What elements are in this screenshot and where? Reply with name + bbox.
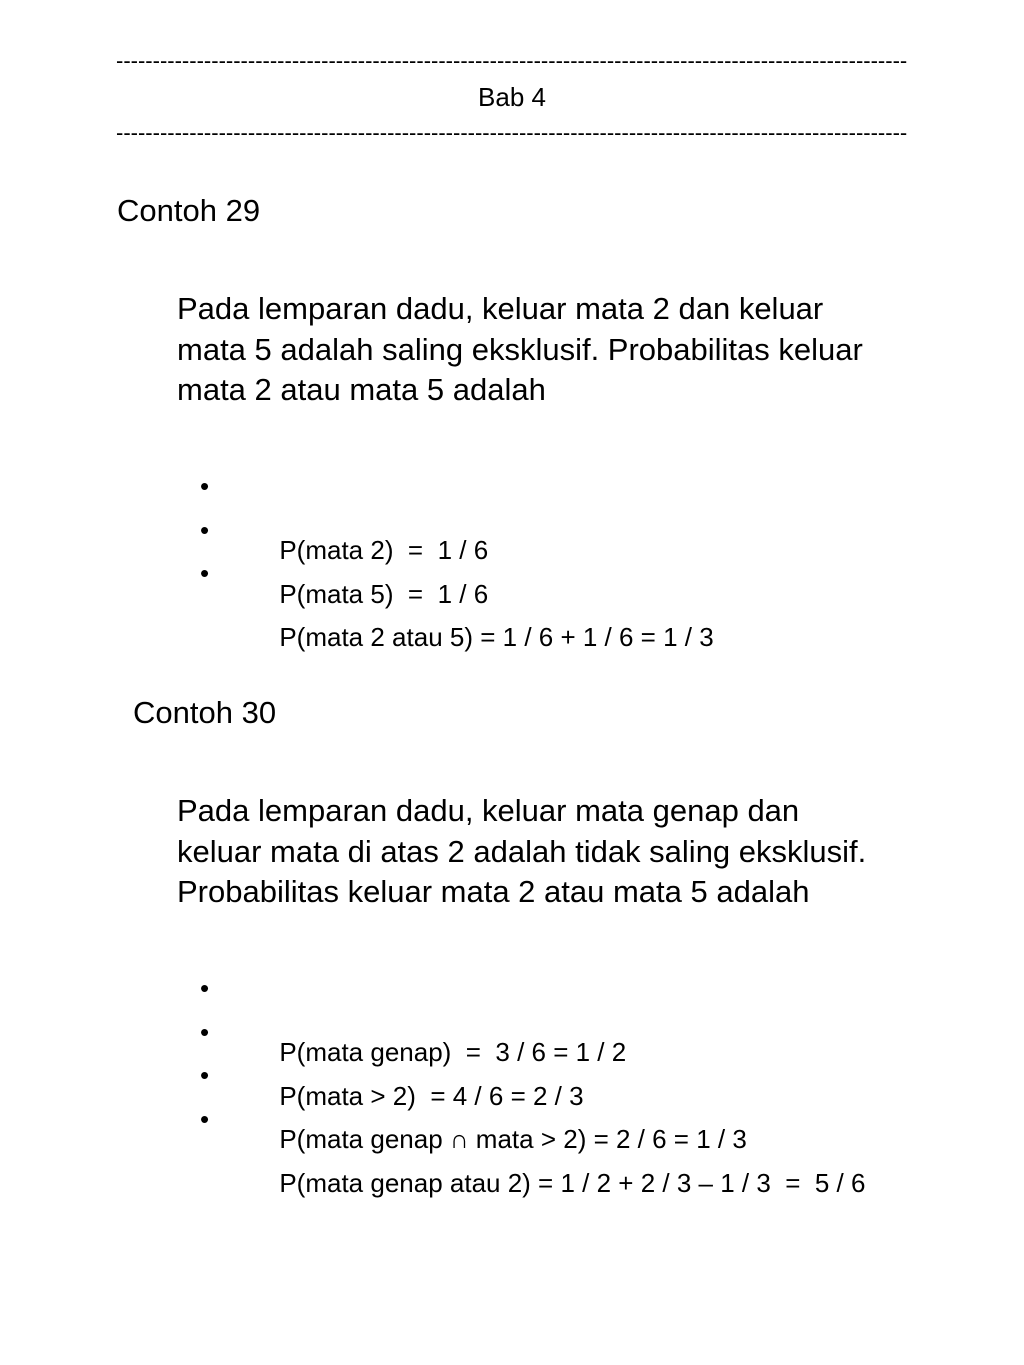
list-item-text: P(mata genap ∩ mata > 2) = 2 / 6 = 1 / 3 bbox=[279, 1124, 747, 1155]
example-paragraph bbox=[177, 289, 967, 411]
bullet-icon: • bbox=[200, 471, 210, 501]
header-rule-top: ------------------------------------------------------------------------------------------------------------ bbox=[116, 48, 908, 73]
paragraph-line: Probabilitas keluar mata 2 atau mata 5 adalah bbox=[177, 874, 810, 909]
bullet-icon: • bbox=[200, 1060, 210, 1091]
probability-list bbox=[200, 470, 1000, 653]
bullet-icon: • bbox=[200, 1104, 210, 1135]
example-title: Contoh 30 bbox=[133, 695, 277, 730]
list-item bbox=[200, 470, 1000, 565]
list-item bbox=[200, 557, 1000, 653]
header-rule-bottom: ------------------------------------------------------------------------------------------------------------ bbox=[116, 120, 908, 145]
list-item bbox=[200, 972, 1000, 1067]
chapter-heading: Bab 4 bbox=[478, 82, 546, 112]
paragraph-line: keluar mata di atas 2 adalah tidak saling eksklusif. bbox=[177, 833, 867, 869]
probability-list bbox=[200, 972, 1000, 1199]
list-item-text: P(mata > 2) = 4 / 6 = 2 / 3 bbox=[279, 1080, 584, 1111]
paragraph-line: mata 2 atau mata 5 adalah bbox=[177, 372, 546, 407]
paragraph-line: Pada lemparan dadu, keluar mata 2 dan keluar bbox=[177, 291, 824, 326]
bullet-icon: • bbox=[200, 514, 210, 545]
bullet-icon: • bbox=[200, 1016, 210, 1047]
list-item-text: P(mata 5) = 1 / 6 bbox=[279, 578, 489, 609]
list-item-text: P(mata 2 atau 5) = 1 / 6 + 1 / 6 = 1 / 3 bbox=[279, 622, 714, 653]
list-item-text: P(mata 2) = 1 / 6 bbox=[279, 535, 489, 565]
bullet-icon: • bbox=[200, 558, 210, 589]
list-item bbox=[200, 1103, 1000, 1199]
bullet-icon: • bbox=[200, 973, 210, 1003]
paragraph-line: mata 5 adalah saling eksklusif. Probabilitas keluar bbox=[177, 331, 863, 367]
list-item bbox=[200, 1016, 1000, 1111]
list-item bbox=[200, 1059, 1000, 1155]
example-paragraph bbox=[177, 791, 967, 913]
list-item bbox=[200, 514, 1000, 609]
list-item-text: P(mata genap atau 2) = 1 / 2 + 2 / 3 – 1 / 3 = 5 / 6 bbox=[279, 1168, 866, 1199]
list-item-text: P(mata genap) = 3 / 6 = 1 / 2 bbox=[279, 1037, 627, 1067]
paragraph-line: Pada lemparan dadu, keluar mata genap dan bbox=[177, 793, 800, 828]
example-title: Contoh 29 bbox=[117, 193, 261, 228]
